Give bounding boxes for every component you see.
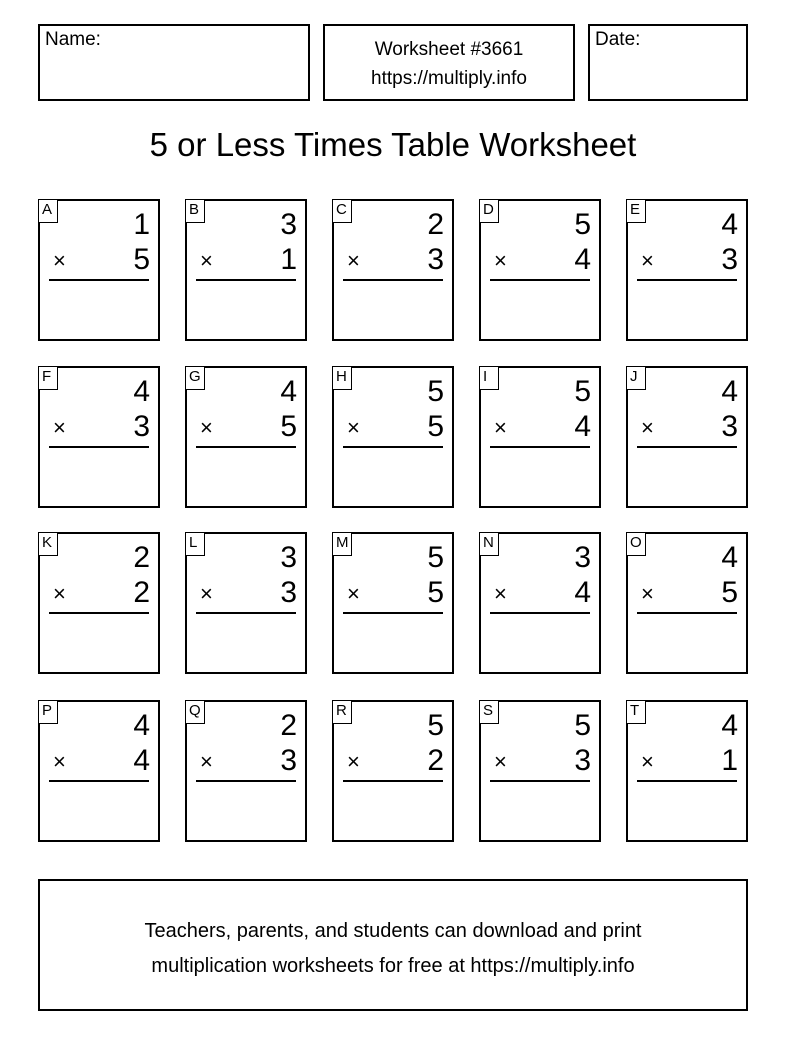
multiplier: 5 [427,576,444,609]
multiplicand: 4 [721,541,738,574]
multiply-sign-icon: × [200,581,213,606]
problem-label: O [626,532,646,556]
problem-card[interactable] [479,532,601,674]
answer-line [637,780,737,782]
problem-card[interactable] [185,199,307,341]
answer-line [49,446,149,448]
answer-line [637,612,737,614]
answer-line [343,612,443,614]
problem-card[interactable] [479,199,601,341]
answer-line [49,279,149,281]
problem-label: S [479,700,499,724]
problem-card[interactable] [626,700,748,842]
multiplicand: 2 [427,208,444,241]
multiplicand: 3 [280,541,297,574]
multiplicand: 4 [280,375,297,408]
multiply-sign-icon: × [347,248,360,273]
footer-box [38,879,748,1011]
multiply-sign-icon: × [494,581,507,606]
answer-line [637,279,737,281]
problem-card[interactable] [38,700,160,842]
multiply-sign-icon: × [53,415,66,440]
problem-label: J [626,366,646,390]
problem-card[interactable] [185,532,307,674]
multiply-sign-icon: × [200,749,213,774]
multiplier: 3 [427,243,444,276]
date-label: Date: [595,29,641,50]
problem-label: G [185,366,205,390]
multiplicand: 5 [427,375,444,408]
multiply-sign-icon: × [200,415,213,440]
multiplier: 2 [427,744,444,777]
problem-label: H [332,366,352,390]
problem-label: R [332,700,352,724]
multiply-sign-icon: × [494,749,507,774]
problem-label: E [626,199,646,223]
answer-line [343,780,443,782]
multiplier: 4 [133,744,150,777]
answer-line [196,780,296,782]
multiplier: 3 [280,576,297,609]
problem-card[interactable] [38,199,160,341]
answer-line [196,446,296,448]
multiplier: 4 [574,410,591,443]
multiplier: 3 [280,744,297,777]
worksheet-number: Worksheet #3661 [374,39,524,60]
multiplicand: 4 [721,709,738,742]
problem-card[interactable] [479,366,601,508]
page-title: 5 or Less Times Table Worksheet [149,126,637,163]
problem-label: M [332,532,352,556]
multiplicand: 3 [280,208,297,241]
problem-label: Q [185,700,205,724]
answer-line [637,446,737,448]
multiply-sign-icon: × [347,749,360,774]
problem-label: C [332,199,352,223]
multiplicand: 3 [574,541,591,574]
multiplier: 4 [574,243,591,276]
problem-label: K [38,532,58,556]
multiplier: 1 [721,744,738,777]
problem-card[interactable] [332,532,454,674]
problem-card[interactable] [332,199,454,341]
problem-card[interactable] [332,366,454,508]
problem-card[interactable] [626,532,748,674]
multiplier: 3 [574,744,591,777]
problem-card[interactable] [626,199,748,341]
multiplicand: 2 [133,541,150,574]
multiplicand: 4 [721,208,738,241]
multiplicand: 5 [574,709,591,742]
problem-label: L [185,532,205,556]
multiplicand: 5 [427,709,444,742]
multiplicand: 5 [574,375,591,408]
answer-line [343,446,443,448]
multiplicand: 1 [133,208,150,241]
problem-card[interactable] [38,366,160,508]
multiplicand: 4 [721,375,738,408]
multiplicand: 5 [427,541,444,574]
multiplier: 2 [133,576,150,609]
multiply-sign-icon: × [347,415,360,440]
multiply-sign-icon: × [53,581,66,606]
multiplier: 5 [133,243,150,276]
answer-line [490,279,590,281]
answer-line [490,780,590,782]
multiply-sign-icon: × [53,248,66,273]
worksheet-info-box [323,24,575,101]
multiplier: 5 [427,410,444,443]
multiply-sign-icon: × [200,248,213,273]
multiply-sign-icon: × [347,581,360,606]
problem-label: N [479,532,499,556]
multiplicand: 4 [133,709,150,742]
problem-label: A [38,199,58,223]
multiply-sign-icon: × [494,248,507,273]
answer-line [196,612,296,614]
multiply-sign-icon: × [641,581,654,606]
multiplier: 3 [133,410,150,443]
multiply-sign-icon: × [641,749,654,774]
multiplicand: 4 [133,375,150,408]
name-field-box[interactable] [38,24,310,101]
multiply-sign-icon: × [494,415,507,440]
problem-label: B [185,199,205,223]
problem-card[interactable] [38,532,160,674]
date-field-box[interactable] [588,24,748,101]
multiply-sign-icon: × [53,749,66,774]
multiply-sign-icon: × [641,415,654,440]
answer-line [49,612,149,614]
multiplicand: 2 [280,709,297,742]
answer-line [343,279,443,281]
multiplier: 5 [280,410,297,443]
problem-card[interactable] [479,700,601,842]
problem-label: P [38,700,58,724]
answer-line [49,780,149,782]
multiplier: 5 [721,576,738,609]
problem-card[interactable] [185,700,307,842]
multiplier: 3 [721,410,738,443]
multiplier: 4 [574,576,591,609]
worksheet-url: https://multiply.info [371,68,527,89]
problem-card[interactable] [185,366,307,508]
problem-card[interactable] [626,366,748,508]
problem-label: F [38,366,58,390]
problem-label: T [626,700,646,724]
name-label: Name: [45,29,101,50]
footer-text-line-2: multiplication worksheets for free at https://multiply.info [151,955,635,977]
multiplier: 1 [280,243,297,276]
answer-line [490,446,590,448]
multiply-sign-icon: × [641,248,654,273]
problem-card[interactable] [332,700,454,842]
multiplicand: 5 [574,208,591,241]
problem-label: I [479,366,499,390]
problem-label: D [479,199,499,223]
footer-text-line-1: Teachers, parents, and students can download and print [144,920,642,942]
answer-line [490,612,590,614]
multiplier: 3 [721,243,738,276]
answer-line [196,279,296,281]
